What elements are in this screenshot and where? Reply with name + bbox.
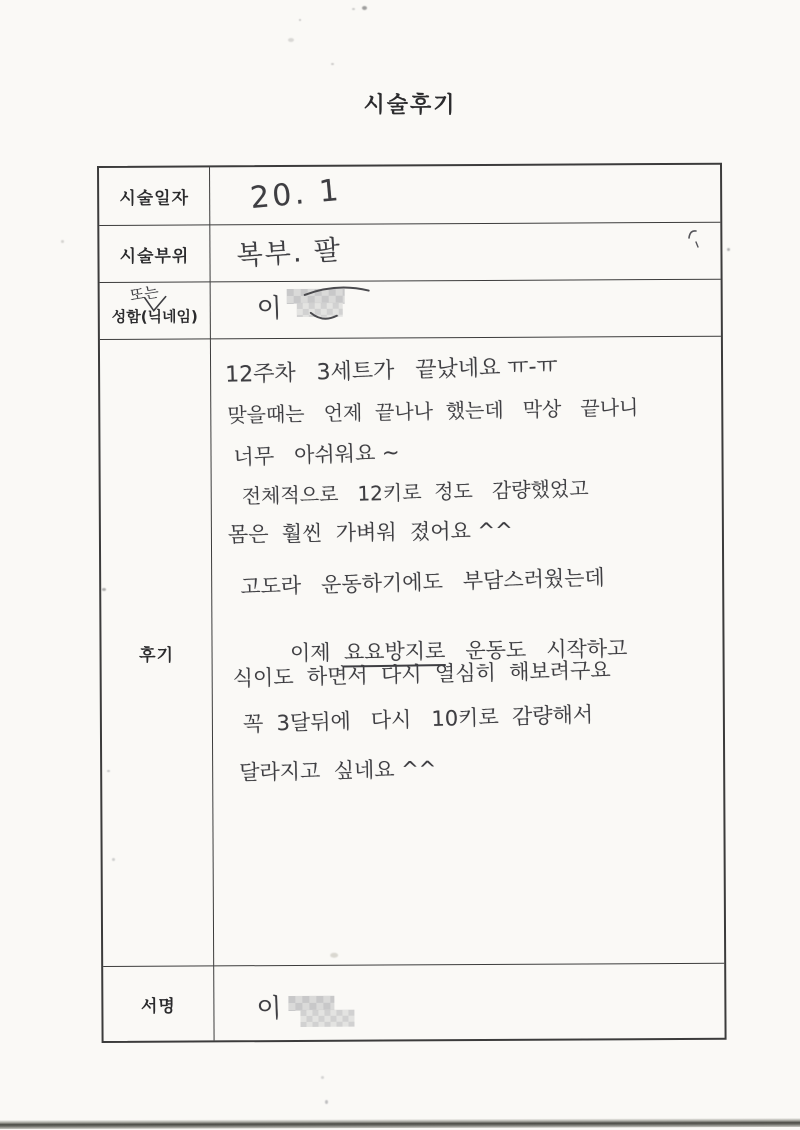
review-line: 몸은 훨씬 가벼워 졌어요 ^^ (227, 518, 513, 547)
signature-redaction-mosaic (300, 1010, 354, 1027)
name-redaction-mosaic (287, 289, 345, 304)
signature-handwritten-value: 이 (255, 993, 283, 1025)
procedure-area-handwritten-value: 복부. 팔 (235, 234, 343, 272)
label-cell-procedure-date (99, 167, 210, 226)
review-line: 달라지고 싶네요 ^^ (238, 756, 437, 785)
value-cell-procedure-area (210, 223, 720, 283)
scan-smudge (330, 953, 338, 958)
value-cell-review (211, 337, 724, 967)
scan-speck (331, 63, 334, 65)
review-line: 너무 아쉬워요 ~ (233, 440, 400, 470)
review-label: 후기 (139, 645, 175, 666)
scan-speck (362, 6, 367, 10)
value-cell-signature (214, 964, 724, 1041)
value-cell-procedure-date (210, 165, 720, 226)
scan-speck (352, 8, 355, 10)
scan-speck (107, 770, 110, 772)
review-line: 식이도 하면서 다시 열심히 해보려구요 (232, 658, 611, 691)
name-handwritten-value: 이 (256, 293, 283, 325)
label-cell-name (100, 282, 211, 340)
review-line: 맞을때는 언제 끝나나 했는데 막상 끝나니 (227, 395, 639, 428)
insertion-caret-mark (142, 296, 168, 314)
label-cell-review (100, 339, 214, 967)
scan-speck (112, 858, 115, 861)
name-label: 성함(닉네임) (111, 306, 198, 326)
procedure-date-handwritten-value: 20. 1 (248, 172, 343, 217)
scan-speck (102, 588, 106, 591)
scan-speck (325, 1100, 328, 1104)
scanner-edge-band (0, 1118, 800, 1129)
scan-speck (299, 19, 301, 21)
review-line: 12주차 3세트가 끝났네요 ㅠ-ㅠ (224, 354, 559, 388)
scan-speck (288, 38, 294, 42)
signature-label: 서명 (140, 996, 176, 1017)
page-title: 시술후기 (363, 93, 457, 118)
name-redaction-mosaic (297, 303, 343, 317)
inserted-note-handwritten: 또는 (128, 282, 160, 305)
review-line-post: 운동도 시작하고 (445, 636, 628, 664)
scan-speck (321, 1076, 324, 1079)
scan-speck (61, 240, 64, 243)
review-line-pre: 이제 (289, 640, 345, 666)
procedure-area-label: 시술부위 (119, 246, 190, 267)
label-cell-signature (103, 966, 214, 1041)
value-cell-name (211, 280, 721, 340)
review-underlined-word: 요요방지로 (344, 639, 446, 667)
review-form-table (97, 163, 727, 1043)
scan-speck (727, 248, 730, 251)
label-cell-procedure-area (99, 225, 210, 283)
procedure-date-label: 시술일자 (119, 188, 190, 209)
signature-redaction-mosaic (288, 996, 334, 1011)
review-line: 꼭 3달뒤에 다시 10키로 감량해서 (242, 702, 594, 737)
review-line: 고도라 운동하기에도 부담스러웠는데 (239, 565, 606, 600)
review-line: 전체적으로 12키로 정도 감량했었고 (241, 476, 589, 509)
